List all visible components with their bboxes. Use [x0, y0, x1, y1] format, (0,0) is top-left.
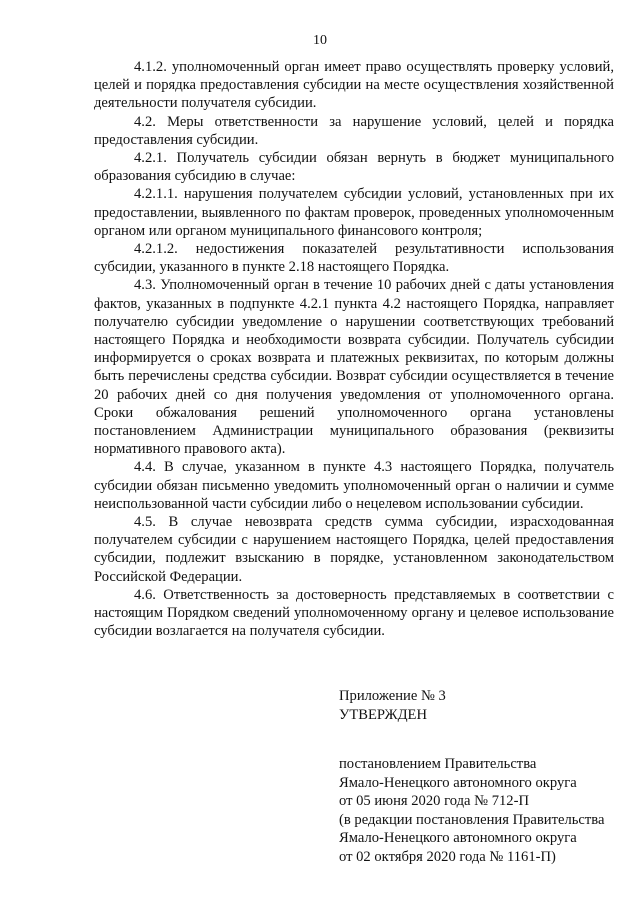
approval-spacer [339, 725, 629, 755]
paragraph-4-2-1: 4.2.1. Получатель субсидии обязан вернуть в бюджет муниципального образования субсидию в случае: [94, 150, 614, 185]
appendix-label: Приложение № 3 [339, 688, 446, 704]
paragraph-4-6: 4.6. Ответственность за достоверность представляемых в соответствии с настоящим Порядком сведений уполномоченному органу и целевое использование субсидии возлагается на получателя субсидии. [94, 586, 614, 640]
page-number: 10 [313, 33, 327, 48]
approval-line: от 02 октября 2020 года № 1161-П) [339, 848, 556, 865]
paragraph-4-1-2: 4.1.2. уполномоченный орган имеет право осуществлять проверку условий, целей и порядка предоставления субсидии на месте осуществления хозяйственной деятельности получателя субсидии. [94, 59, 614, 112]
approval-line: Ямало-Ненецкого автономного округа [339, 830, 577, 846]
paragraph-4-5: 4.5. В случае невозврата средств сумма субсидии, израсходованная получателем субсидии с нарушением настоящего Порядка, целей предоставления субсидии, подлежит взысканию в порядке, установленном законодательством Российской Федерации. [94, 514, 614, 585]
paragraph-4-2-1-1: 4.2.1.1. нарушения получателем субсидии условий, установленных при их предоставлении, выявленного по фактам проверок, проведенных уполномоченным органом или органом муниципального финансового контроля; [94, 186, 614, 239]
approval-line: постановлением Правительства [339, 756, 537, 772]
approved-label: УТВЕРЖДЕН [339, 707, 427, 723]
paragraph-4-4: 4.4. В случае, указанном в пункте 4.3 настоящего Порядка, получатель субсидии обязан письменно уведомить уполномоченный орган о наличии и сумме неиспользованной части субсидии либо о нецелевом использовании субсидии. [94, 459, 614, 512]
paragraph-4-3: 4.3. Уполномоченный орган в течение 10 рабочих дней с даты установления фактов, указанных в подпункте 4.2.1 пункта 4.2 настоящего Порядка, направляет получателю субсидии уведомление о нарушении соответствующих требований настоящего Порядка и необходимости возврата субсидии. Получатель субсидии информируется о сроках возврата и платежных реквизитах, по которым должны быть перечислены средства субсидии. Возврат субсидии осуществляется в течение 20 рабочих дней со дня получения уведомления от уполномоченного органа. Сроки обжалования решений уполномоченного органа установлены постановлением Администрации муниципального образования (реквизиты нормативного правового акта). [94, 277, 614, 458]
paragraph-4-2: 4.2. Меры ответственности за нарушение условий, целей и порядка предоставления субсидии. [94, 113, 614, 148]
document-body [94, 58, 614, 641]
paragraph-4-2-1-2: 4.2.1.2. недостижения показателей результативности использования субсидии, указанного в пункте 2.18 настоящего Порядка. [94, 241, 614, 276]
approval-block [339, 687, 629, 866]
approval-line: (в редакции постановления Правительства [339, 811, 605, 828]
approval-line: Ямало-Ненецкого автономного округа [339, 774, 577, 791]
approval-line: от 05 июня 2020 года № 712-П [339, 793, 530, 809]
